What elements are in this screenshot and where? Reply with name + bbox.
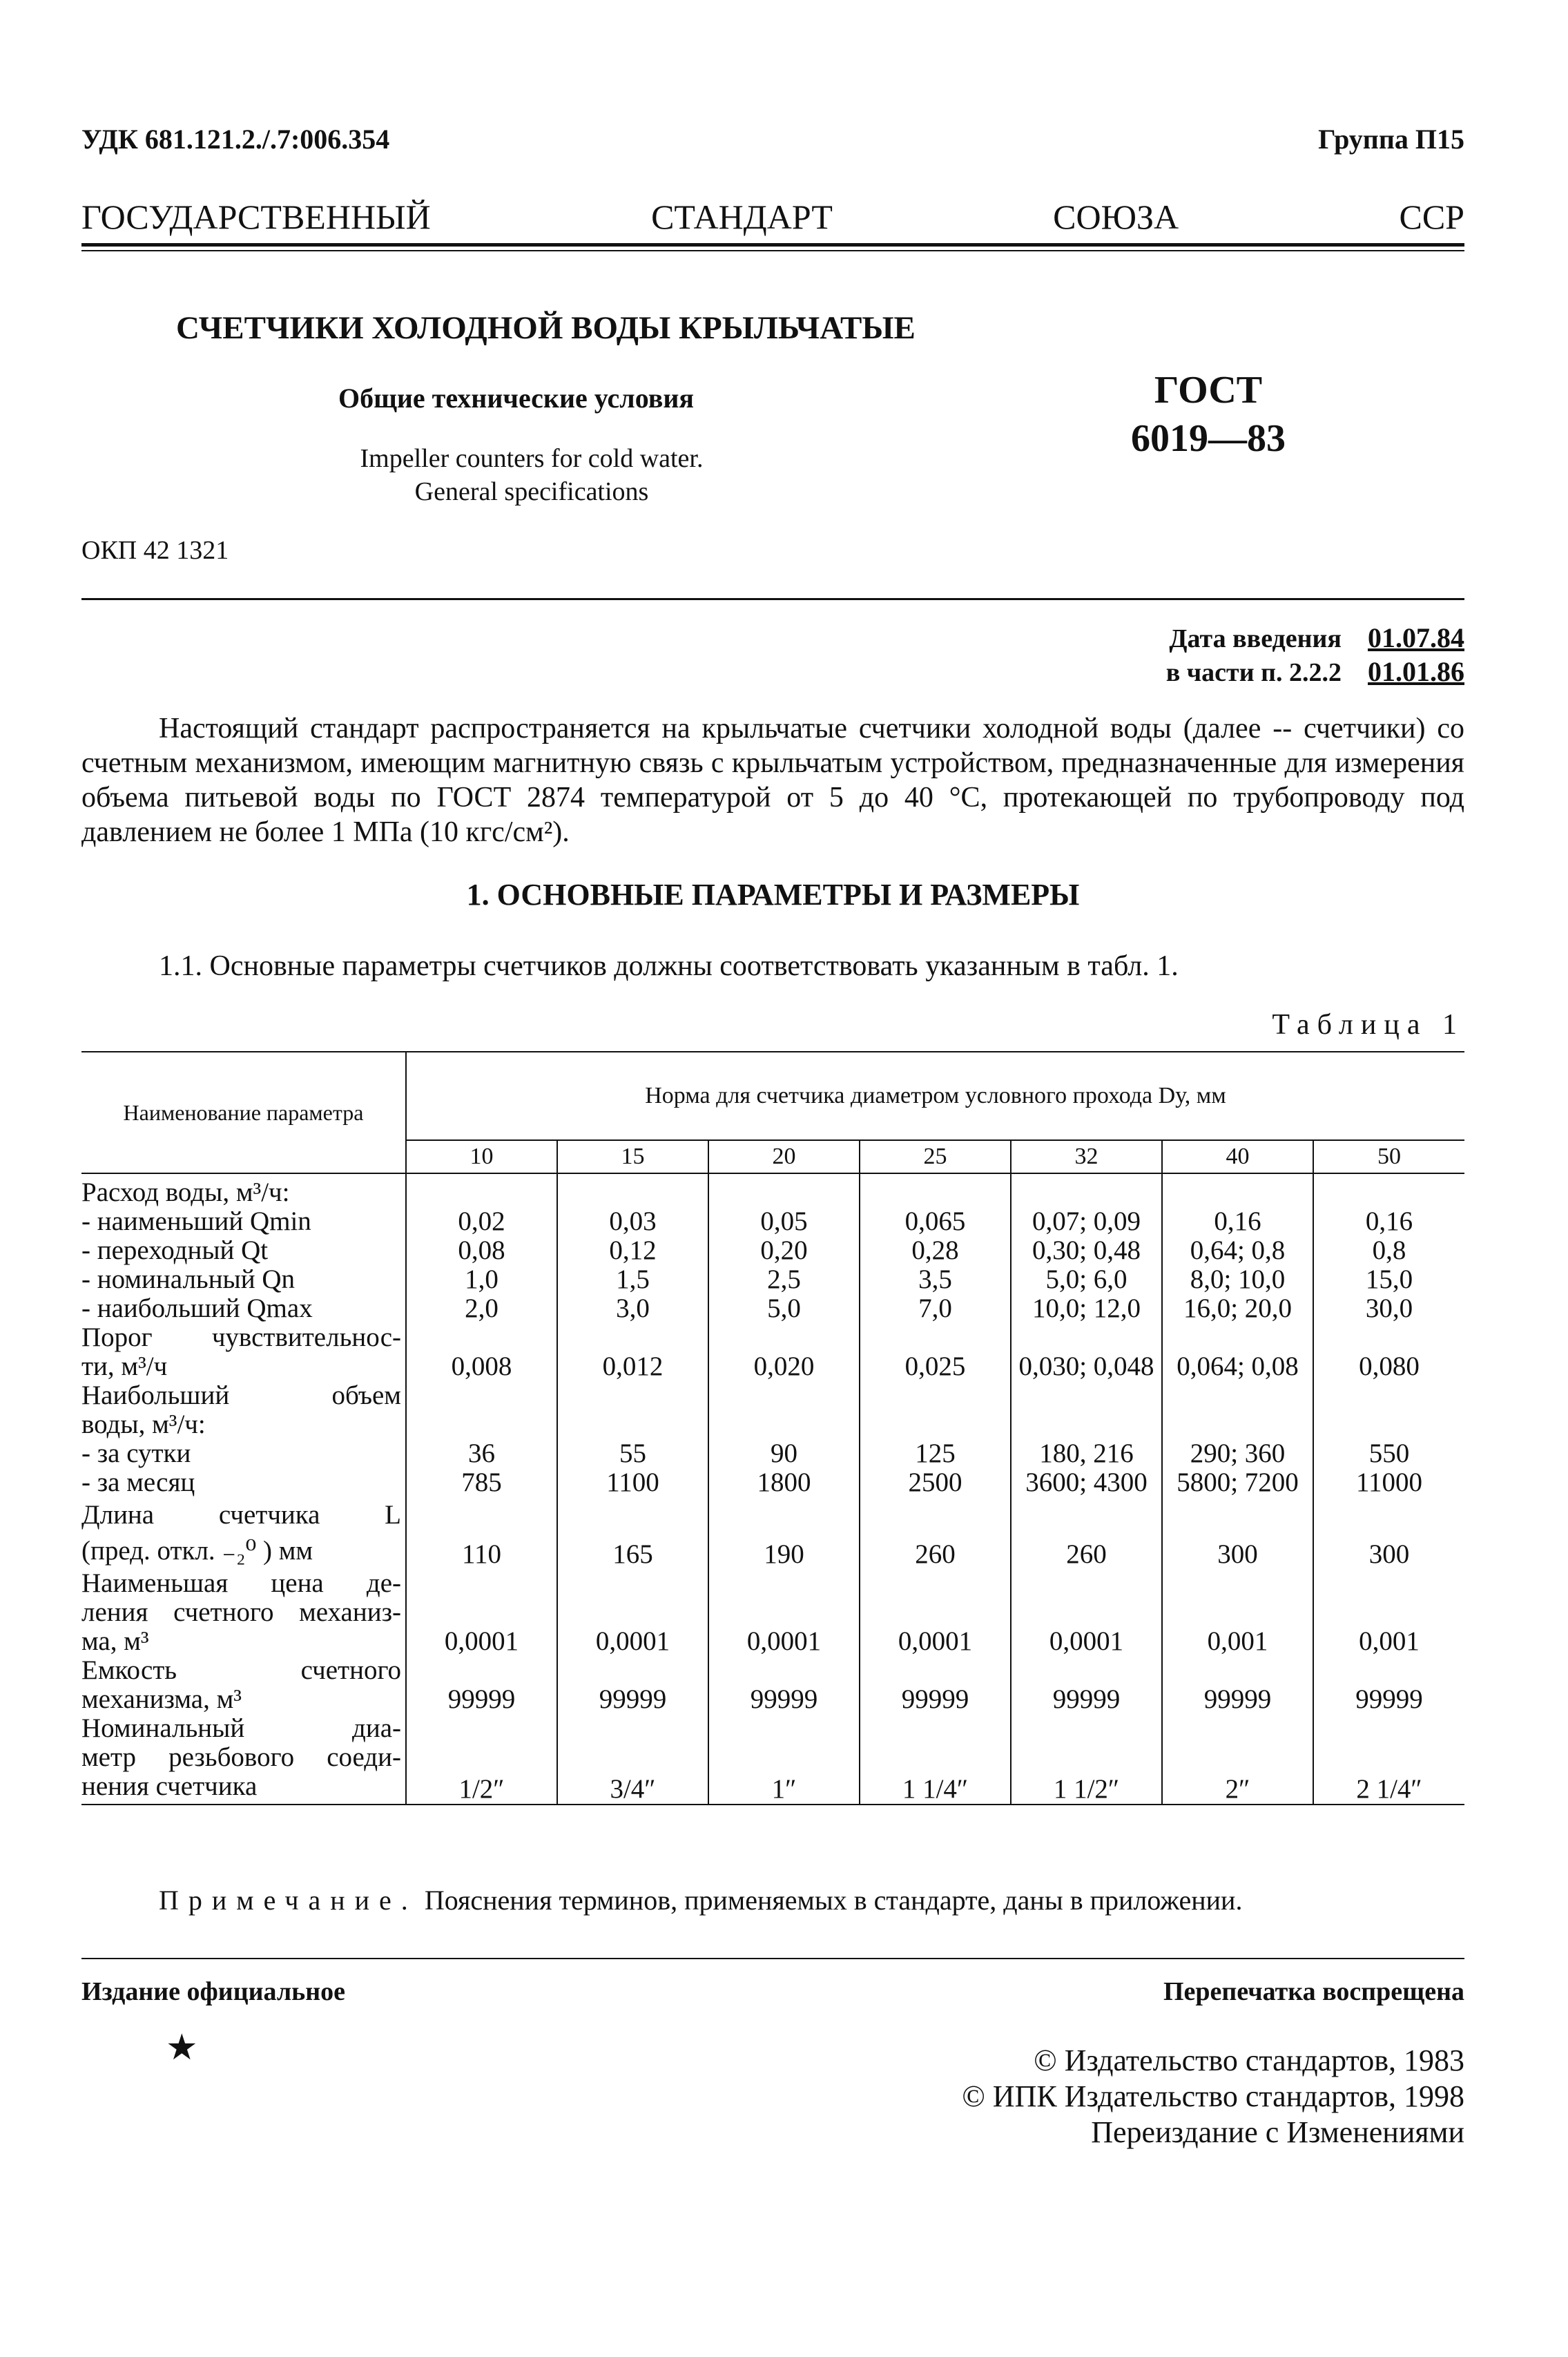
part-date-label: в части п. 2.2.2 [1165,658,1342,687]
table-cell: 0,0001 [1011,1569,1162,1656]
table-row [81,1656,1464,1714]
table-cell: 3600; 4300 [1011,1468,1162,1497]
intro-date-label: Дата введения [1169,624,1342,653]
reissue-note: Переиздание с Изменениями [1091,2115,1464,2149]
okp-code: ОКП 42 1321 [81,536,229,565]
copyright-block [962,2043,1464,2151]
table-cell: 1 1/2″ [1011,1714,1162,1805]
row-label-line: (пред. откл. ₋₂⁰ ) мм [81,1536,313,1566]
row-label-line: ма, м³ [81,1626,149,1656]
udk-code: УДК 681.121.2./.7:006.354 [81,124,390,155]
table-cell: 36 [468,1439,495,1468]
table-cell: 0,030; 0,048 [1011,1323,1162,1381]
table-label: Таблица 1 [1272,1009,1464,1041]
banner-word: СОЮЗА [1053,198,1179,236]
note-text: Пояснения терминов, применяемых в стандарте, даны в приложении. [424,1885,1243,1916]
table-cell: 3,5 [860,1265,1011,1294]
table-row [81,1265,1464,1294]
row-label-line: Емкость счетного [81,1655,401,1685]
copyright-line: © ИПК Издательство стандартов, 1998 [962,2079,1464,2113]
table-cell: 0,05 [708,1207,860,1236]
column-header-parameter: Наименование параметра [81,1052,406,1173]
table-cell: 0,001 [1162,1569,1313,1656]
table-row [81,1173,1464,1207]
table-cell: 10,0; 12,0 [1011,1294,1162,1323]
row-label [81,1497,406,1569]
table-row [81,1294,1464,1323]
table-cell: 0,0001 [708,1569,860,1656]
table-row [81,1714,1464,1805]
row-label: - номинальный Qn [81,1265,406,1294]
row-label-line: ления счетного механиз- [81,1597,401,1627]
banner-word: ГОСУДАРСТВЕННЫЙ [81,198,431,236]
row-label: - переходный Qt [81,1236,406,1265]
table-cell: 99999 [860,1656,1011,1714]
table-cell: 2″ [1162,1714,1313,1805]
section-heading: 1. ОСНОВНЫЕ ПАРАМЕТРЫ И РАЗМЕРЫ [466,878,1080,912]
table-cell: 300 [1162,1497,1313,1569]
group-code: Группа П15 [1318,124,1464,155]
table-cell: 1,0 [465,1264,499,1294]
table-cell: 785 [461,1468,502,1497]
table-cell: 1100 [557,1468,708,1497]
table-cell: 0,0001 [557,1569,708,1656]
table-cell: 30,0 [1313,1294,1464,1323]
row-label [81,1323,406,1381]
banner-word: СТАНДАРТ [651,198,833,236]
table-cell: 0,020 [708,1323,860,1381]
row-label: - за месяц [81,1468,406,1497]
banner-word: ССР [1399,198,1464,236]
row-label-line: Порог чувствительнос- [81,1322,401,1352]
gost-code: 6019—83 [1131,417,1286,460]
row-label [81,1714,406,1805]
table-cell: 190 [708,1497,860,1569]
official-edition: Издание официальное [81,1977,346,2006]
document-title: СЧЕТЧИКИ ХОЛОДНОЙ ВОДЫ КРЫЛЬЧАТЫЕ [176,310,916,346]
row-label-line: воды, м³/ч: [81,1410,206,1439]
english-title-line: Impeller counters for cold water. [360,444,704,473]
table-row [81,1236,1464,1265]
diameter-header: 10 [406,1140,557,1173]
table-cell: 7,0 [860,1294,1011,1323]
table-cell: 99999 [1011,1656,1162,1714]
table-cell: 99999 [447,1684,516,1714]
table-cell: 180, 216 [1011,1439,1162,1468]
table-cell: 2,5 [708,1265,860,1294]
table-cell: 0,0001 [860,1569,1011,1656]
table-cell: 99999 [708,1656,860,1714]
top-double-rule-2 [81,250,1464,251]
table-cell: 0,064; 0,08 [1162,1323,1313,1381]
column-header-norm: Норма для счетчика диаметром условного прохода Dу, мм [406,1052,1464,1140]
table-cell: 1/2″ [406,1714,557,1805]
row-label-line: метр резьбового соеди- [81,1742,401,1772]
diameter-header: 50 [1313,1140,1464,1173]
table-cell: 125 [860,1439,1011,1468]
title-bottom-rule [81,598,1464,600]
table-cell: 1 1/4″ [860,1714,1011,1805]
table-cell: 11000 [1313,1468,1464,1497]
table-cell: 110 [461,1539,502,1569]
table-cell: 0,080 [1313,1323,1464,1381]
table-cell: 0,64; 0,8 [1162,1236,1313,1265]
table-cell: 1800 [708,1468,860,1497]
table-cell: 290; 360 [1162,1439,1313,1468]
table-cell: 99999 [1162,1656,1313,1714]
table-cell: 2 1/4″ [1313,1714,1464,1805]
row-label-line: механизма, м³ [81,1684,242,1714]
row-label: - наибольший Qmax [81,1294,406,1323]
table-cell: 550 [1313,1439,1464,1468]
diameter-header: 25 [860,1140,1011,1173]
table-cell: 8,0; 10,0 [1162,1265,1313,1294]
table-row [81,1207,1464,1236]
table-cell: 260 [860,1497,1011,1569]
top-double-rule-1 [81,243,1464,247]
table-row [81,1569,1464,1656]
part-date-value: 01.01.86 [1368,656,1464,687]
table-cell: 55 [557,1439,708,1468]
row-label-line: Номинальный диа- [81,1713,401,1743]
intro-date-value: 01.07.84 [1368,622,1464,653]
table-cell: 2,0 [465,1293,499,1323]
table-cell: 99999 [1313,1656,1464,1714]
table-cell: 0,28 [860,1236,1011,1265]
table-cell: 0,08 [458,1235,505,1265]
table-cell: 0,20 [708,1236,860,1265]
diameter-header: 15 [557,1140,708,1173]
table-cell: 0,12 [557,1236,708,1265]
table-cell: 15,0 [1313,1265,1464,1294]
reprint-prohibited: Перепечатка воспрещена [1163,1977,1464,2006]
parameters-table [81,1051,1464,1805]
table-cell: 3,0 [557,1294,708,1323]
row-label: Расход воды, м³/ч: [81,1173,406,1207]
table-cell: 0,001 [1313,1569,1464,1656]
table-cell: 5,0 [708,1294,860,1323]
table-cell: 300 [1313,1497,1464,1569]
copyright-line: © Издательство стандартов, 1983 [1034,2043,1464,2077]
row-label-line: нения счетчика [81,1771,258,1801]
table-note [159,1884,1242,1916]
document-subtitle: Общие технические условия [338,383,695,414]
table-row [81,1439,1464,1468]
row-label [81,1381,406,1439]
table-cell: 0,30; 0,48 [1011,1236,1162,1265]
table-cell: 5,0; 6,0 [1011,1265,1162,1294]
footer-rule [81,1958,1464,1959]
note-prefix: Примечание. [159,1885,418,1916]
table-cell: 0,16 [1162,1207,1313,1236]
table-cell: 165 [557,1497,708,1569]
table-cell: 16,0; 20,0 [1162,1294,1313,1323]
table-cell: 0,008 [451,1351,512,1381]
gost-number [1105,366,1312,463]
standard-banner [81,197,1464,237]
row-label-line: Длина счетчика L [81,1500,401,1530]
table-row [81,1497,1464,1569]
row-label: - за сутки [81,1439,406,1468]
row-label-line: ти, м³/ч [81,1351,168,1381]
table-cell: 260 [1011,1497,1162,1569]
table-row [81,1323,1464,1381]
table-cell: 0,07; 0,09 [1011,1207,1162,1236]
table-cell: 0,8 [1313,1236,1464,1265]
table-cell: 0,02 [458,1206,505,1236]
table-cell: 90 [708,1439,860,1468]
diameter-header: 32 [1011,1140,1162,1173]
star-icon: ★ [166,2028,198,2068]
clause-1-1: 1.1. Основные параметры счетчиков должны соответствовать указанным в табл. 1. [159,950,1179,982]
table-cell: 0,03 [557,1207,708,1236]
row-label [81,1569,406,1656]
english-title-line: General specifications [414,477,649,506]
diameter-header: 20 [708,1140,860,1173]
table-cell: 2500 [860,1468,1011,1497]
row-label [81,1656,406,1714]
table-cell: 1″ [708,1714,860,1805]
table-cell: 99999 [557,1656,708,1714]
table-row [81,1381,1464,1439]
table-cell: 0,025 [860,1323,1011,1381]
table-cell: 5800; 7200 [1162,1468,1313,1497]
row-label-line: Наименьшая цена де- [81,1568,401,1598]
diameter-header: 40 [1162,1140,1313,1173]
gost-label: ГОСТ [1154,369,1263,412]
english-title [290,442,773,508]
table-cell: 0,0001 [444,1626,519,1656]
table-cell: 0,065 [860,1207,1011,1236]
table-cell: 1,5 [557,1265,708,1294]
row-label: - наименьший Qmin [81,1207,406,1236]
row-label-line: Наибольший объем [81,1380,401,1410]
table-row [81,1468,1464,1497]
introduction-dates [1166,622,1464,689]
table-cell: 3/4″ [557,1714,708,1805]
intro-paragraph: Настоящий стандарт распространяется на крыльчатые счетчики холодной воды (далее -- счетчики) со счетным механизмом, имеющим магнитную связь с крыльчатым устройством, предназначенные для измерения объема питьевой воды по ГОСТ 2874 температурой от 5 до 40 °С, протекающей по трубопроводу под давлением не более 1 МПа (10 кгс/см²). [81,713,1464,848]
table-cell: 0,012 [557,1323,708,1381]
table-cell: 0,16 [1313,1207,1464,1236]
